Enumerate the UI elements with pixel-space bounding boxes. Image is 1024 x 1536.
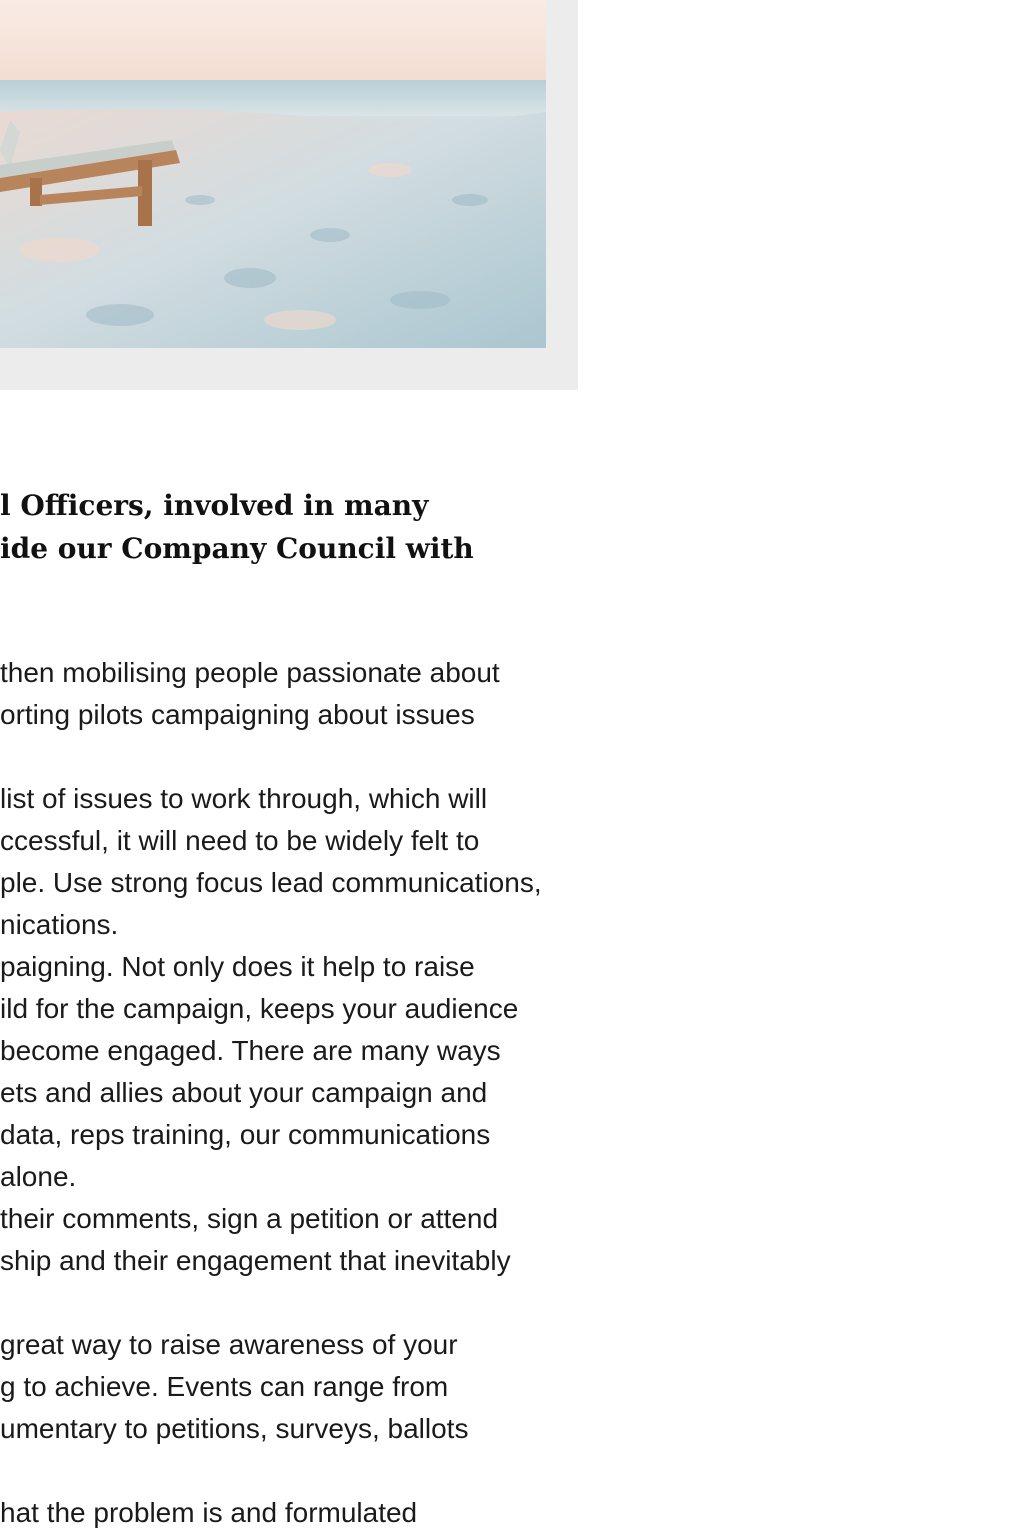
body-paragraph: [0, 652, 580, 1534]
body-line: [0, 1282, 580, 1324]
body-line: nications.: [0, 909, 119, 940]
beach-photo-icon: [0, 0, 546, 348]
body-line: g to achieve. Events can range from: [0, 1371, 449, 1402]
body-line: hat the problem is and formulated: [0, 1497, 418, 1528]
body-line: [0, 736, 580, 778]
body-line: ship and their engagement that inevitably: [0, 1245, 511, 1276]
body-line: umentary to petitions, surveys, ballots: [0, 1413, 469, 1444]
body-line: orting pilots campaigning about issues: [0, 699, 475, 730]
body-line: [0, 1450, 580, 1492]
lead-paragraph: [0, 484, 560, 570]
body-line: great way to raise awareness of your: [0, 1329, 458, 1360]
body-line: alone.: [0, 1161, 77, 1192]
body-line: paigning. Not only does it help to raise: [0, 951, 475, 982]
body-line: ets and allies about your campaign and: [0, 1077, 488, 1108]
body-line: list of issues to work through, which will: [0, 783, 488, 814]
body-line: ple. Use strong focus lead communications,: [0, 867, 542, 898]
image-frame: [0, 0, 578, 390]
body-line: data, reps training, our communications: [0, 1119, 491, 1150]
lead-line: ide our Company Council with: [0, 532, 474, 565]
body-line: ild for the campaign, keeps your audience: [0, 993, 519, 1024]
lead-line: l Officers, involved in many: [0, 489, 429, 522]
body-line: become engaged. There are many ways: [0, 1035, 501, 1066]
body-line: then mobilising people passionate about: [0, 657, 500, 688]
body-line: ccessful, it will need to be widely felt to: [0, 825, 480, 856]
body-line: their comments, sign a petition or attend: [0, 1203, 499, 1234]
